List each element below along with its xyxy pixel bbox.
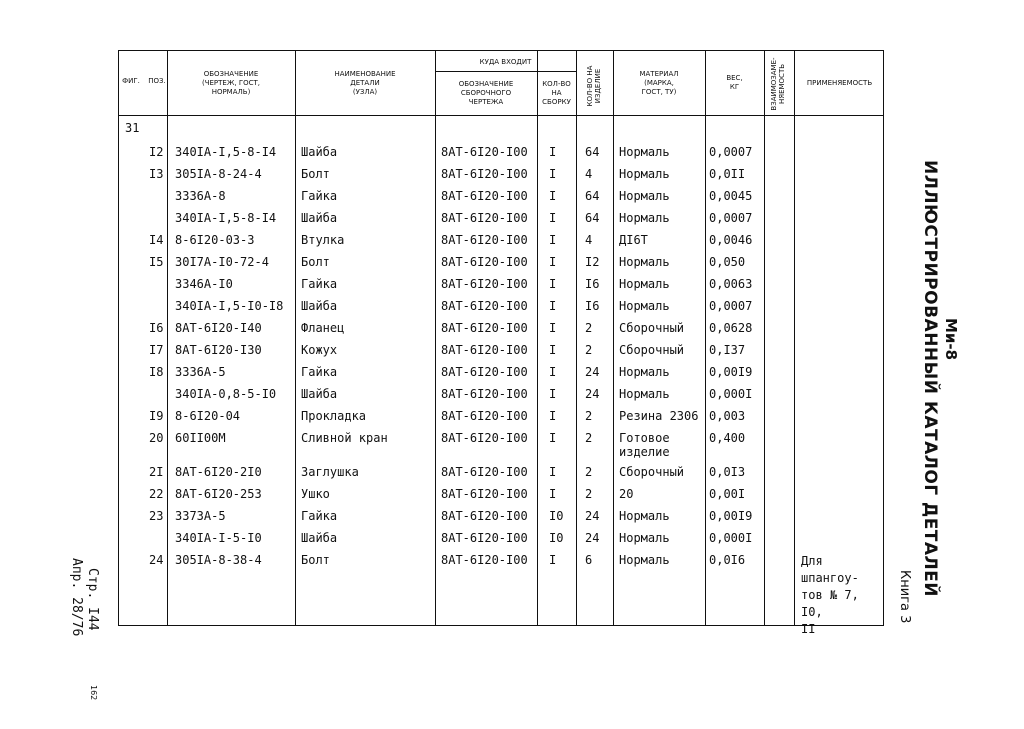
cell-pos: I9 — [149, 409, 164, 423]
cell-w: 0,0628 — [709, 321, 753, 335]
cell-pos: I2 — [149, 145, 164, 159]
cell-mat: Нормаль — [619, 167, 670, 181]
cell-w: 0,0I3 — [709, 465, 746, 479]
cell-mat: Нормаль — [619, 145, 670, 159]
header-material: МАТЕРИАЛ (МАРКА, ГОСТ, ТУ) — [639, 69, 679, 96]
cell-w: 0,0046 — [709, 233, 753, 247]
cell-qp: 64 — [585, 145, 600, 159]
cell-mat: Резина 2306 — [619, 409, 699, 423]
header-applicability: ПРИМЕНЯЕМОСТЬ — [806, 78, 873, 87]
cell-asm: 8AT-6I20-I00 — [441, 211, 528, 225]
cell-des: 340IA-I,5-I0-I8 — [175, 299, 284, 313]
cell-mat: Нормаль — [619, 211, 670, 225]
cell-name: Ушко — [301, 487, 330, 501]
cell-asm: 8AT-6I20-I00 — [441, 167, 528, 181]
cell-des: 8-6I20-04 — [175, 409, 241, 423]
header-interchange: ВЗАИМОЗАМЕ- НЯЕМОСТЬ — [770, 57, 786, 111]
cell-w: 0,0007 — [709, 299, 753, 313]
cell-w: 0,400 — [709, 431, 746, 445]
cell-des: 340IA-I-5-I0 — [175, 531, 262, 545]
cell-qa: I — [549, 409, 557, 423]
catalog-title: ИЛЛЮСТРИРОВАННЫЙ КАТАЛОГ ДЕТАЛЕЙ — [920, 160, 940, 598]
cell-qa: I — [549, 465, 557, 479]
cell-mat: Нормаль — [619, 277, 670, 291]
book-number: Книга 3 — [897, 570, 912, 624]
cell-qp: 6 — [585, 553, 593, 567]
cell-des: 3346A-I0 — [175, 277, 233, 291]
cell-mat: Нормаль — [619, 365, 670, 379]
cell-asm: 8AT-6I20-I00 — [441, 553, 528, 567]
cell-mat: Нормаль — [619, 299, 670, 313]
cell-qa: I — [549, 321, 557, 335]
cell-name: Гайка — [301, 509, 338, 523]
cell-qa: I — [549, 431, 557, 445]
header-assembly: ОБОЗНАЧЕНИЕ СБОРОЧНОГО ЧЕРТЕЖА — [458, 79, 514, 106]
cell-mat: Нормаль — [619, 553, 670, 567]
cell-mat: Нормаль — [619, 509, 670, 523]
cell-w: 0,00I9 — [709, 365, 753, 379]
cell-des: 8AT-6I20-2I0 — [175, 465, 262, 479]
cell-qp: 2 — [585, 343, 593, 357]
cell-des: 3336A-5 — [175, 365, 226, 379]
cell-name: Кожух — [301, 343, 338, 357]
cell-des: 30I7A-I0-72-4 — [175, 255, 269, 269]
cell-qp: 4 — [585, 233, 593, 247]
cell-qa: I — [549, 233, 557, 247]
header-name: НАИМЕНОВАНИЕ ДЕТАЛИ (УЗЛА) — [334, 69, 396, 96]
cell-qp: 2 — [585, 487, 593, 501]
cell-des: 3336A-8 — [175, 189, 226, 203]
cell-qp: 2 — [585, 465, 593, 479]
cell-qa: I — [549, 553, 557, 567]
cell-name: Гайка — [301, 189, 338, 203]
cell-mat: Сборочный — [619, 343, 685, 357]
cell-name: Болт — [301, 255, 330, 269]
cell-qp: 24 — [585, 365, 600, 379]
cell-mat: 20 — [619, 487, 634, 501]
cell-w: 0,000I — [709, 531, 753, 545]
cell-w: 0,000I — [709, 387, 753, 401]
cell-mat: Нормаль — [619, 189, 670, 203]
header-designation: ОБОЗНАЧЕНИЕ (ЧЕРТЕЖ, ГОСТ, НОРМАЛЬ) — [201, 69, 261, 96]
cell-pos: 2I — [149, 465, 164, 479]
cell-pos: 20 — [149, 431, 164, 445]
parts-table — [118, 50, 884, 636]
cell-mat: Сборочный — [619, 321, 685, 335]
cell-w: 0,0II — [709, 167, 746, 181]
cell-w: 0,0I6 — [709, 553, 746, 567]
cell-w: 0,I37 — [709, 343, 746, 357]
cell-mat: Готовое изделие — [619, 431, 670, 459]
revision-date: Апр. 28/76 — [69, 558, 84, 637]
cell-asm: 8AT-6I20-I00 — [441, 387, 528, 401]
cell-name: Прокладка — [301, 409, 367, 423]
cell-qa: I — [549, 211, 557, 225]
cell-des: 340IA-0,8-5-I0 — [175, 387, 277, 401]
cell-w: 0,0007 — [709, 211, 753, 225]
cell-asm: 8AT-6I20-I00 — [441, 189, 528, 203]
cell-w: 0,0063 — [709, 277, 753, 291]
cell-asm: 8AT-6I20-I00 — [441, 343, 528, 357]
cell-pos: I7 — [149, 343, 164, 357]
cell-name: Шайба — [301, 387, 338, 401]
cell-name: Шайба — [301, 531, 338, 545]
cell-qp: 2 — [585, 409, 593, 423]
cell-qp: 4 — [585, 167, 593, 181]
cell-des: 305IA-8-24-4 — [175, 167, 262, 181]
cell-name: Шайба — [301, 211, 338, 225]
page-number: Стр. I44 — [85, 568, 100, 631]
cell-app: Для шпангоу- тов № 7, I0, II — [801, 554, 859, 636]
cell-asm: 8AT-6I20-I00 — [441, 365, 528, 379]
cell-w: 0,003 — [709, 409, 746, 423]
header-where: КУДА ВХОДИТ — [479, 57, 532, 66]
header-qty-product: КОЛ-ВО НА ИЗДЕЛИЕ — [586, 65, 602, 107]
cell-des: 305IA-8-38-4 — [175, 553, 262, 567]
cell-des: 8AT-6I20-253 — [175, 487, 262, 501]
cell-mat: ДI6Т — [619, 233, 648, 247]
cell-name: Гайка — [301, 365, 338, 379]
cell-mat: Нормаль — [619, 255, 670, 269]
cell-des: 3373A-5 — [175, 509, 226, 523]
cell-des: 340IA-I,5-8-I4 — [175, 145, 277, 159]
cell-des: 60II00M — [175, 431, 226, 445]
cell-mat: Нормаль — [619, 531, 670, 545]
cell-qp: 2 — [585, 321, 593, 335]
cell-asm: 8AT-6I20-I00 — [441, 321, 528, 335]
cell-asm: 8AT-6I20-I00 — [441, 299, 528, 313]
cell-qa: I — [549, 387, 557, 401]
cell-pos: I5 — [149, 255, 164, 269]
header-pos: ПОЗ. — [148, 76, 166, 85]
cell-asm: 8AT-6I20-I00 — [441, 277, 528, 291]
cell-des: 8-6I20-03-3 — [175, 233, 255, 247]
cell-qa: I — [549, 145, 557, 159]
cell-name: Гайка — [301, 277, 338, 291]
cell-qp: I6 — [585, 277, 600, 291]
cell-name: Заглушка — [301, 465, 359, 479]
cell-mat: Нормаль — [619, 387, 670, 401]
header-fig: ФИГ. — [122, 76, 140, 85]
cell-name: Втулка — [301, 233, 345, 247]
cell-qp: 2 — [585, 431, 593, 445]
cell-name: Шайба — [301, 299, 338, 313]
cell-pos: 24 — [149, 553, 164, 567]
cell-w: 0,050 — [709, 255, 746, 269]
cell-w: 0,0007 — [709, 145, 753, 159]
cell-pos: I8 — [149, 365, 164, 379]
cell-qp: 24 — [585, 509, 600, 523]
stamp-number: 162 — [89, 685, 98, 701]
cell-mat: Сборочный — [619, 465, 685, 479]
cell-qp: I6 — [585, 299, 600, 313]
cell-asm: 8AT-6I20-I00 — [441, 255, 528, 269]
cell-qa: I — [549, 487, 557, 501]
cell-pos: I4 — [149, 233, 164, 247]
cell-name: Фланец — [301, 321, 345, 335]
cell-name: Сливной кран — [301, 431, 388, 445]
cell-qa: I — [549, 343, 557, 357]
cell-des: 8AT-6I20-I30 — [175, 343, 262, 357]
cell-w: 0,00I9 — [709, 509, 753, 523]
cell-qa: I — [549, 167, 557, 181]
cell-qp: 24 — [585, 531, 600, 545]
cell-des: 340IA-I,5-8-I4 — [175, 211, 277, 225]
header-weight: ВЕС, КГ — [726, 74, 743, 91]
cell-qa: I — [549, 277, 557, 291]
cell-qp: I2 — [585, 255, 600, 269]
model-name: Ми-8 — [942, 318, 960, 361]
cell-qp: 64 — [585, 211, 600, 225]
cell-asm: 8AT-6I20-I00 — [441, 465, 528, 479]
figure-number: 31 — [125, 121, 140, 135]
cell-asm: 8AT-6I20-I00 — [441, 145, 528, 159]
cell-asm: 8AT-6I20-I00 — [441, 509, 528, 523]
header-qty-assembly: КОЛ-ВО НА СБОРКУ — [542, 79, 571, 106]
cell-asm: 8AT-6I20-I00 — [441, 531, 528, 545]
cell-qa: I — [549, 189, 557, 203]
cell-name: Шайба — [301, 145, 338, 159]
cell-qa: I — [549, 365, 557, 379]
cell-w: 0,00I — [709, 487, 746, 501]
cell-des: 8AT-6I20-I40 — [175, 321, 262, 335]
cell-qa: I0 — [549, 531, 564, 545]
cell-asm: 8AT-6I20-I00 — [441, 431, 528, 445]
cell-qa: I0 — [549, 509, 564, 523]
cell-name: Болт — [301, 553, 330, 567]
cell-pos: 22 — [149, 487, 164, 501]
cell-w: 0,0045 — [709, 189, 753, 203]
cell-qa: I — [549, 255, 557, 269]
cell-qp: 24 — [585, 387, 600, 401]
cell-name: Болт — [301, 167, 330, 181]
cell-pos: I6 — [149, 321, 164, 335]
cell-qa: I — [549, 299, 557, 313]
cell-asm: 8AT-6I20-I00 — [441, 233, 528, 247]
cell-qp: 64 — [585, 189, 600, 203]
cell-asm: 8AT-6I20-I00 — [441, 409, 528, 423]
cell-pos: 23 — [149, 509, 164, 523]
cell-asm: 8AT-6I20-I00 — [441, 487, 528, 501]
cell-pos: I3 — [149, 167, 164, 181]
